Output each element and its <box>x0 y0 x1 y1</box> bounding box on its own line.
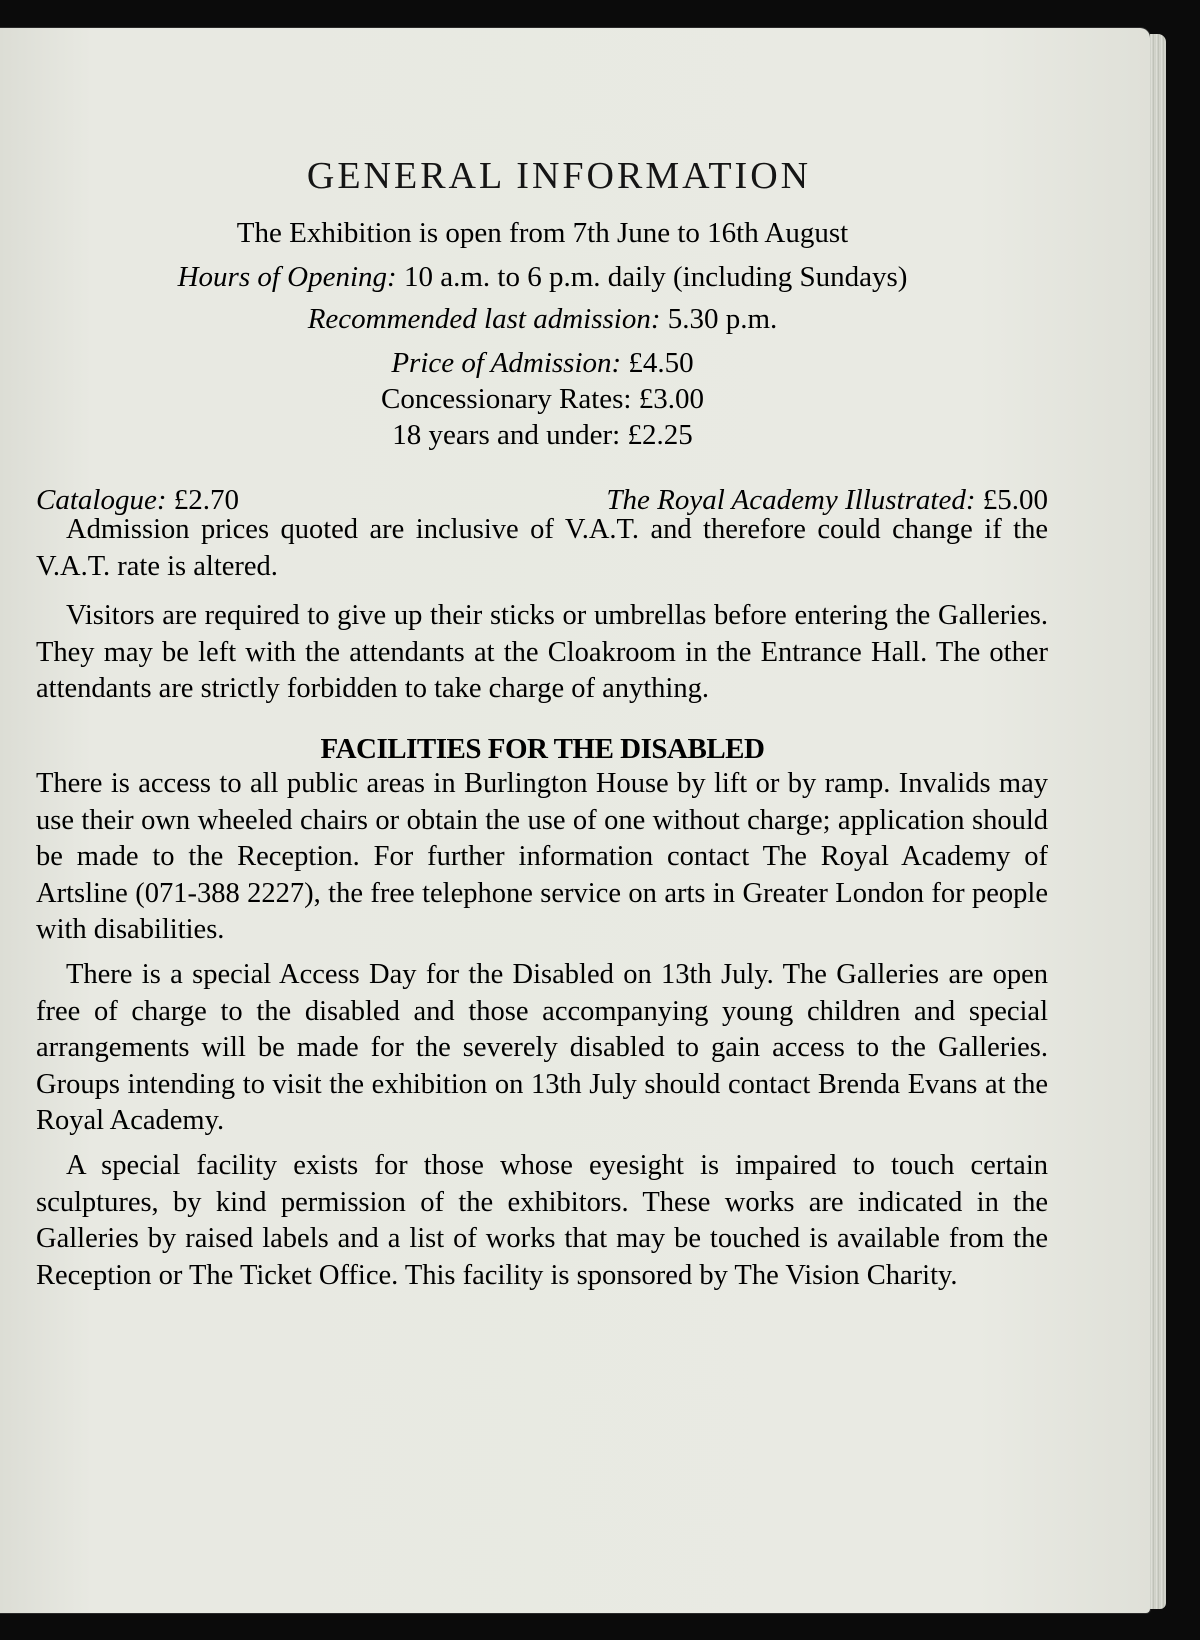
touch-facility-paragraph: A special facility exists for those whose eyesight is impaired to touch certain sculptures, by kind permission of the exhibitors. These works are indicated in the Galleries by raised labels and a list of works that may be touched is available from the Reception or The Ticket Office. This facility is sponsored by The Vision Charity. <box>36 1150 1048 1291</box>
under-18-rate: 18 years and under: £2.25 <box>392 419 693 451</box>
last-admission-value: 5.30 p.m. <box>660 303 778 335</box>
catalogue-label: Catalogue: <box>36 484 167 516</box>
price-of-admission <box>0 345 1085 381</box>
hours-of-opening <box>0 259 1085 295</box>
sticks-paragraph: Visitors are required to give up their sticks or umbrellas before entering the Galleries. They may be left with the attendants at the Cloakroom in the Entrance Hall. The other attendants are strictly forbidden to take charge of anything. <box>36 600 1048 704</box>
catalogue-value: £2.70 <box>166 484 239 516</box>
exhibition-dates: The Exhibition is open from 7th June to 16th August <box>236 217 849 249</box>
disabled-facilities-heading: FACILITIES FOR THE DISABLED <box>320 733 765 765</box>
page-edges <box>1150 34 1166 1609</box>
access-paragraph: There is access to all public areas in Burlington House by lift or by ramp. Invalids may use their own wheeled chairs or obtain the use of one without charge; application should be made to the Reception. For further information contact The Royal Academy of Artsline (071-388 2227), the free telephone service on arts in Greater London for people with disabilities. <box>36 768 1048 945</box>
last-admission-label: Recommended last admission: <box>307 303 661 335</box>
hours-value: 10 a.m. to 6 p.m. daily (including Sundays) <box>396 261 908 293</box>
page-title: GENERAL INFORMATION <box>306 155 812 197</box>
book-page <box>0 28 1150 1613</box>
illustrated-label: The Royal Academy Illustrated: <box>606 484 976 516</box>
access-day-paragraph: There is a special Access Day for the Disabled on 13th July. The Galleries are open free of charge to the disabled and those accompanying young children and special arrangements will be made for the severely disabled to gain access to the Galleries. Groups intending to visit the exhibition on 13th July should contact Brenda Evans at the Royal Academy. <box>36 959 1048 1136</box>
concessionary-rates: Concessionary Rates: £3.00 <box>381 383 704 415</box>
hours-label: Hours of Opening: <box>177 261 397 293</box>
illustrated-value: £5.00 <box>975 484 1048 516</box>
vat-paragraph: Admission prices quoted are inclusive of V.A.T. and therefore could change if the V.A.T. rate is altered. <box>36 514 1048 582</box>
admission-label: Price of Admission: <box>391 347 622 379</box>
last-admission <box>0 301 1085 337</box>
admission-value: £4.50 <box>621 347 694 379</box>
